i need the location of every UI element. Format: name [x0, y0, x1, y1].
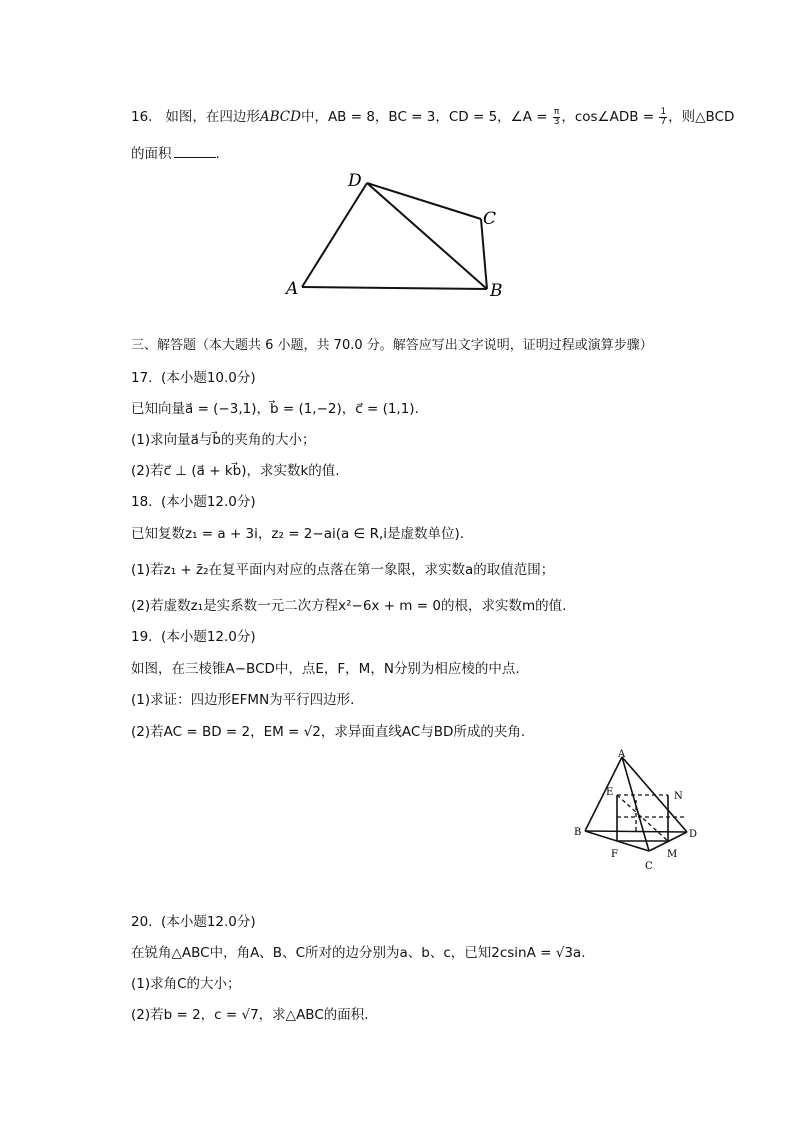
q19-pyramid-figure [570, 745, 705, 875]
label-D: D [348, 171, 362, 191]
q18-part1: (1)若z₁ + z̄₂在复平面内对应的点落在第一象限，求实数a的取值范围； [131, 562, 555, 578]
q20-part2: (2)若b = 2，c = √7，求△ABC的面积. [131, 1007, 369, 1023]
label-C: C [483, 209, 497, 229]
q19-header: 19. (本小题12.0分) [131, 629, 256, 645]
q16-number: 16. [131, 109, 153, 125]
svg-text:M: M [667, 849, 678, 860]
q19-part2: (2)若AC = BD = 2，EM = √2，求异面直线AC与BD所成的夹角. [131, 724, 526, 740]
q20-header: 20. (本小题12.0分) [131, 914, 256, 930]
svg-text:B: B [574, 827, 582, 838]
q19-given: 如图，在三棱锥A−BCD中，点E，F，M，N分别为相应棱的中点. [131, 661, 520, 677]
q16-angle-fraction: $\frac{\pi}{3}$ [553, 106, 560, 127]
q19-part1: (1)求证：四边形EFMN为平行四边形. [131, 692, 355, 708]
q16-conds: AB = 8，BC = 3，CD = 5，∠A = [327, 109, 548, 125]
q16-ask: ，则△BCD [668, 109, 735, 125]
q18-header: 18. (本小题12.0分) [131, 494, 256, 510]
q17-part2: (2)若c⃗ ⊥ (a⃗ + kb⃗)，求实数k的值. [131, 463, 340, 479]
label-A: A [286, 279, 299, 299]
q20-given: 在锐角△ABC中，角A、B、C所对的边分别为a、b、c，已知2csinA = √3a. [131, 945, 586, 961]
q17-header: 17. (本小题10.0分) [131, 370, 256, 386]
answer-blank [174, 145, 216, 158]
q16-mid: 中， [300, 109, 328, 125]
q17-part1: (1)求向量a⃗与b⃗的夹角的大小； [131, 432, 316, 448]
section-3-title: 三、解答题（本大题共 6 小题，共 70.0 分。解答应写出文字说明，证明过程或演算步骤） [131, 338, 653, 353]
svg-text:A: A [618, 749, 626, 760]
q16-cos-fraction: $\frac{1}{7}$ [660, 106, 667, 127]
q17-given: 已知向量a⃗ = (−3,1)，b⃗ = (1,−2)，c⃗ = (1,1). [131, 401, 419, 417]
q16-intro: 如图，在四边形 [165, 109, 260, 125]
svg-text:N: N [674, 791, 683, 802]
svg-text:C: C [645, 861, 653, 872]
q18-part2: (2)若虚数z₁是实系数一元二次方程x²−6x + m = 0的根，求实数m的值. [131, 598, 567, 614]
q20-part1: (1)求角C的大小； [131, 976, 241, 992]
q16-quadrilateral-figure [280, 166, 510, 301]
q16-line1 [131, 107, 734, 127]
svg-text:E: E [606, 787, 614, 798]
q16-quad: ABCD [259, 109, 301, 125]
q18-given: 已知复数z₁ = a + 3i，z₂ = 2−ai(a ∈ R,i是虚数单位). [131, 526, 465, 542]
label-B: B [490, 281, 503, 301]
q16-line2: 的面积 . [131, 146, 220, 162]
svg-text:D: D [689, 829, 698, 840]
q16-cos-label: ，cos∠ADB = [561, 109, 655, 125]
svg-text:F: F [611, 849, 618, 860]
